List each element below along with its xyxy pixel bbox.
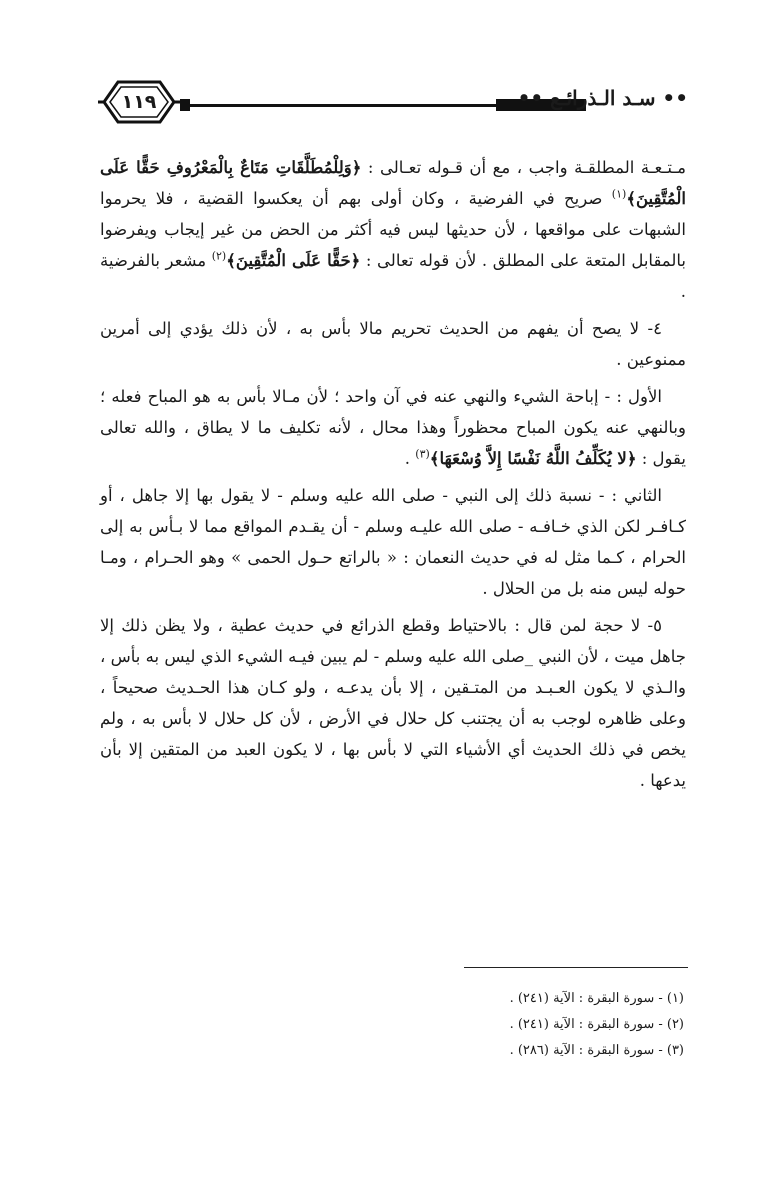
footnote-ref: (١) bbox=[611, 187, 627, 201]
footnote-ref: (٢) bbox=[211, 249, 227, 263]
footnote-ref: (٣) bbox=[415, 447, 430, 461]
header-rule bbox=[180, 104, 530, 107]
footnote-1: (١) - سورة البقرة : الآية (٢٤١) . bbox=[509, 991, 684, 1006]
page-number-badge bbox=[98, 78, 180, 126]
paragraph bbox=[100, 381, 686, 474]
text-run: ٥- لا حجة لمن قال : بالاحتياط وقطع الذرائع في حديث عطية ، ولا يظن ذلك إلا جاهل ميت ، لأن النبي _صلى الله عليه وسلم - لم يبين فيـه الشيء الذي ليس به بأس ، والـذي لا يكون العـبـد من المتـقين ، إلا بأن يدعـه ، ولو كـان هذا الحـديث صحيحاً ، وعلى ظاهره لوجب به أن يجتنب كل حلال في الأرض ، لأن كل حلال لا بأس به ، ولم يخص في ذلك الحديث أي الأشياء التي لا بأس بها ، لا يكون العبد من المتقين إلا بأن يدعها . bbox=[100, 616, 686, 790]
text-run: صريح في الفرضية ، وكان أولى بهم أن يعكسوا القضية ، فلا يحرموا الشبهات على مواقعها ، لأن حديثها ليس فيه أكثر من الحض من غير إيجاب ويفرضوا بالمقابل المتعة على المطلق . لأن قوله تعالى : bbox=[100, 189, 686, 270]
quran-quote: ﴿لا يُكَلِّفُ اللَّهُ نَفْسًا إِلاَّ وُسْعَهَا﴾ bbox=[429, 449, 637, 468]
header-rule-block bbox=[180, 99, 190, 111]
paragraph bbox=[100, 152, 686, 307]
text-run: ٤- لا يصح أن يفهم من الحديث تحريم مالا بأس به ، لأن ذلك يؤدي إلى أمرين ممنوعين . bbox=[100, 319, 686, 369]
footnote-2: (٢) - سورة البقرة : الآية (٢٤١) . bbox=[509, 1017, 684, 1032]
text-run: مشعر بالفرضية . bbox=[100, 251, 686, 301]
footnote-3: (٣) - سورة البقرة : الآية (٢٨٦) . bbox=[509, 1043, 684, 1058]
main-text bbox=[100, 152, 686, 802]
paragraph bbox=[100, 480, 686, 604]
text-run: الأول : - إباحة الشيء والنهي عنه في آن واحد ؛ لأن مـالا بأس به هو المباح فعله ؛ وبالنهي عنه يكون المباح محظوراً وهذا محال ، لأنه تكليف ما لا يطاق ، والله تعالى يقول : bbox=[100, 387, 686, 468]
quran-quote: ﴿وَلِلْمُطَلَّقَاتِ مَتَاعٌ بِالْمَعْرُوفِ حَقًّا عَلَى الْمُتَّقِينَ﴾ bbox=[100, 158, 686, 208]
running-header bbox=[98, 78, 688, 126]
text-run: الثاني : - نسبة ذلك إلى النبي - صلى الله عليه وسلم - لا يقول بها إلا جاهل ، أو كـافـر لكن الذي خـافـه - صلى الله عليـه وسلم - أن يقـدم المواقع مما لا بـأس به إلى الحرام ، كـما مثل له في حديث النعمان : « بالراتع حـول الحمى » وهو الحـرام ، ومـا حوله ليس منه بل من الحلال . bbox=[100, 486, 686, 598]
running-title: •• سـد الـذرائـع •• bbox=[517, 86, 688, 110]
page-number: ١١٩ bbox=[121, 91, 157, 113]
footnotes bbox=[100, 986, 684, 1064]
paragraph bbox=[100, 313, 686, 375]
text-run: . bbox=[404, 449, 416, 468]
quran-quote: ﴿حَقًّا عَلَى الْمُتَّقِينَ﴾ bbox=[226, 251, 361, 270]
paragraph bbox=[100, 610, 686, 796]
text-run: مـتـعـة المطلقـة واجب ، مع أن قـوله تعـالى : bbox=[361, 158, 686, 177]
footnote-separator bbox=[464, 967, 688, 968]
